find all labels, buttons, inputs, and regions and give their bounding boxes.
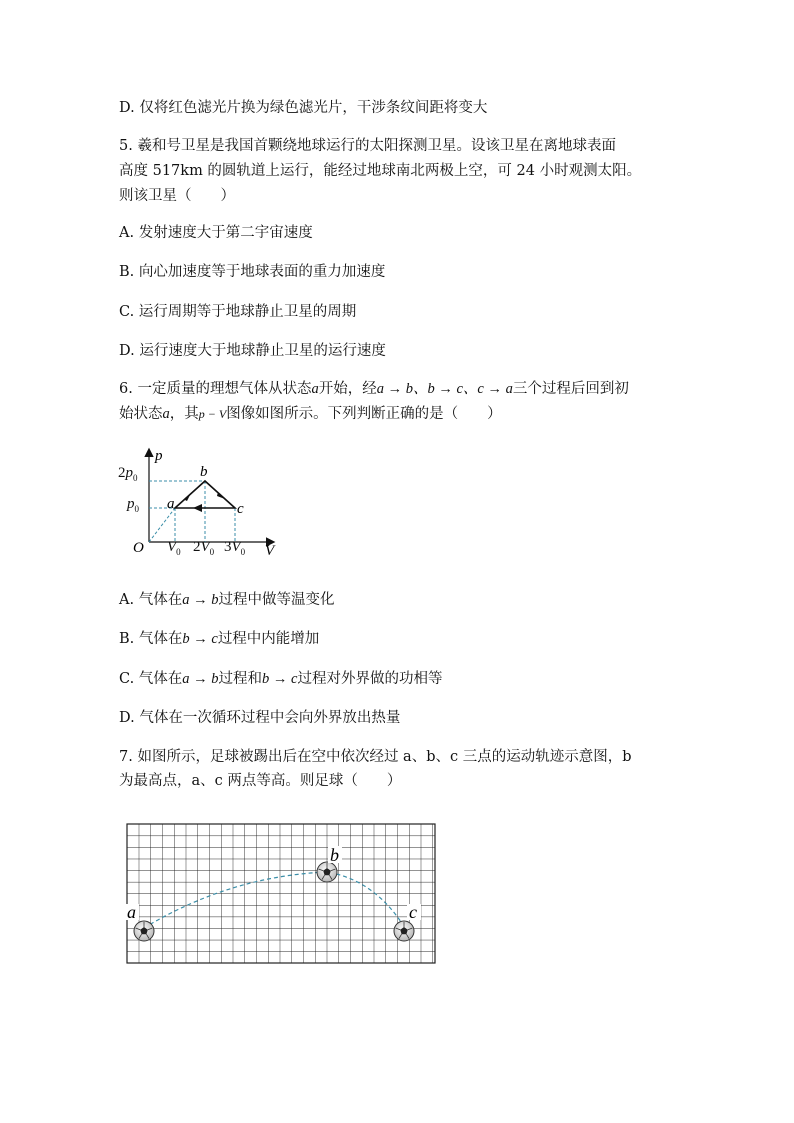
- tick-p0: $p_0$: [127, 496, 139, 514]
- q7-stem-line-2: 为最高点，a、c 两点等高。则足球（ ）: [119, 773, 402, 789]
- q6-option-text: 过程对外界做的功相等: [297, 671, 443, 687]
- q6-process: b → c: [182, 631, 218, 647]
- q6-stem-text: 开始，经: [318, 381, 377, 397]
- q4-option-d: D. 仅将红色滤光片换为绿色滤光片，干涉条纹间距将变大: [119, 100, 488, 116]
- label-b: b: [330, 845, 339, 865]
- q6-option-d: D. 气体在一次循环过程中会向外界放出热量: [119, 710, 401, 726]
- q5-stem-line-1: 5. 羲和号卫星是我国首颗绕地球运行的太阳探测卫星。设该卫星在离地球表面: [119, 138, 616, 154]
- q6-stem-text: 三个过程后回到初: [512, 381, 629, 397]
- q5-option-c: C. 运行周期等于地球静止卫星的周期: [119, 304, 357, 320]
- q6-process-path: a → b、b → c、c → a: [376, 381, 513, 397]
- tick-2v0: $2V_0$: [193, 539, 215, 557]
- q6-state-a: a: [162, 406, 170, 422]
- v-axis-label: V: [265, 543, 275, 559]
- q6-option-text: B. 气体在: [119, 631, 183, 647]
- label-a: a: [127, 902, 136, 922]
- q7-stem-line-1: 7. 如图所示，足球被踢出后在空中依次经过 a、b、c 三点的运动轨迹示意图，b: [119, 749, 632, 765]
- label-c: c: [409, 902, 417, 922]
- q5-option-b: B. 向心加速度等于地球表面的重力加速度: [119, 264, 386, 280]
- q6-option-text: A. 气体在: [119, 592, 183, 608]
- q5-stem-line-2: 高度 517km 的圆轨道上运行，能经过地球南北两极上空，可 24 小时观测太阳。: [119, 163, 642, 179]
- point-a-label: a: [167, 496, 175, 512]
- q6-stem-text: 始状态: [119, 406, 163, 422]
- point-c-label: c: [237, 501, 244, 517]
- q6-option-c: [119, 669, 442, 689]
- q6-process: a → b: [182, 592, 219, 608]
- q5-stem-line-3: 则该卫星（ ）: [119, 188, 235, 204]
- q6-option-a: [119, 590, 334, 610]
- q6-option-text: 过程中做等温变化: [218, 592, 335, 608]
- ball-c: [394, 921, 414, 941]
- trajectory-figure: [120, 818, 440, 968]
- q6-option-text: C. 气体在: [119, 671, 183, 687]
- q5-option-a: A. 发射速度大于第二宇宙速度: [119, 225, 313, 241]
- arrow-ca: [193, 504, 202, 512]
- ball-b: [317, 862, 337, 882]
- q6-stem-text: 图像如图所示。下列判断正确的是（ ）: [226, 406, 502, 422]
- q6-stem-text: 6. 一定质量的理想气体从状态: [119, 381, 312, 397]
- grid-background: [127, 824, 435, 963]
- point-b-label: b: [200, 464, 208, 480]
- origin-label: O: [133, 540, 144, 556]
- arrow-ab: [185, 493, 191, 501]
- q6-stem-text: ，其: [169, 406, 199, 422]
- q6-stem-line-1: [119, 379, 629, 399]
- arrow-bc: [217, 492, 225, 499]
- q6-option-text: 过程中内能增加: [217, 631, 320, 647]
- q6-pv-label: p − V: [198, 407, 227, 421]
- p-axis-label: p: [155, 448, 163, 464]
- q6-stem-line-2: [119, 404, 502, 424]
- guide-origin-a: [149, 508, 175, 542]
- q6-option-b: [119, 629, 319, 649]
- q6-state-a: a: [311, 381, 319, 397]
- ball-a: [134, 921, 154, 941]
- tick-2p0: $2p_0$: [118, 465, 138, 483]
- q5-option-d: D. 运行速度大于地球静止卫星的运行速度: [119, 343, 386, 359]
- q6-option-text: 过程和: [218, 671, 263, 687]
- q6-process: a → b: [182, 671, 219, 687]
- q6-process: b → c: [262, 671, 298, 687]
- tick-3v0: $3V_0$: [224, 539, 246, 557]
- tick-v0: $V_0$: [167, 539, 181, 557]
